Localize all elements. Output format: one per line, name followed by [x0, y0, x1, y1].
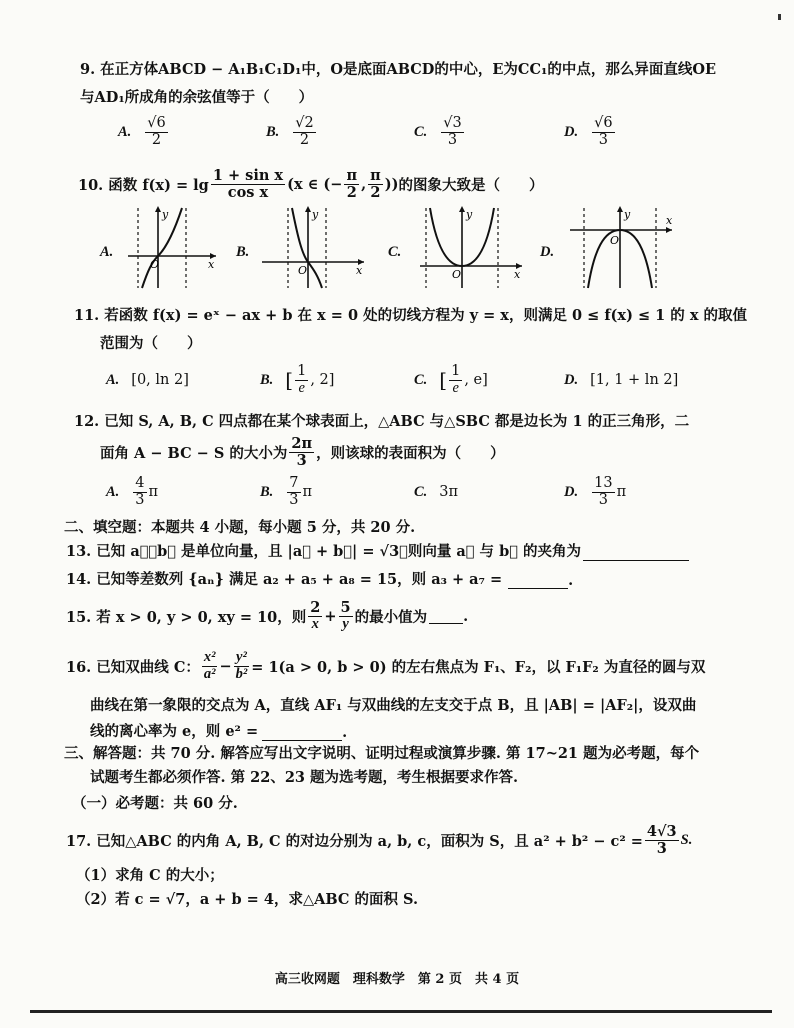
page-bottom-border — [30, 1010, 772, 1013]
q9-options — [118, 112, 734, 152]
q9-line2: 与AD₁所成角的余弦值等于（ ） — [80, 89, 314, 106]
option-text: 3π — [439, 484, 459, 500]
q12-line2-post: ，则该球的表面积为（ ） — [316, 444, 505, 462]
option-label: A. — [118, 123, 132, 140]
q10-pi-fraction — [344, 168, 359, 199]
q14 — [66, 568, 573, 589]
option-label: D. — [564, 123, 579, 140]
option-fraction — [441, 116, 463, 147]
q17-stem — [66, 818, 692, 862]
q16-line3 — [90, 720, 347, 741]
option-fraction — [145, 116, 167, 147]
fraction-num: 5 — [340, 599, 351, 617]
axis-x-label: x — [666, 214, 673, 227]
fraction-den: 3 — [447, 131, 458, 148]
origin-label: O — [452, 268, 462, 281]
q16-line3-text: 线的离心率为 e，则 e² = — [90, 723, 259, 740]
option-post: π — [148, 484, 159, 500]
option-fraction — [592, 116, 614, 147]
fraction-den: b² — [235, 665, 248, 682]
fraction-num: √2 — [295, 115, 314, 132]
option-label: D. — [564, 371, 579, 388]
option-fraction — [293, 116, 315, 147]
fraction-num: 1 — [451, 363, 461, 380]
option-post: π — [302, 484, 313, 500]
q9-option-d[interactable] — [564, 112, 617, 152]
fraction-den: 3 — [289, 491, 299, 508]
q9-option-b[interactable] — [266, 112, 318, 152]
option-label: C. — [414, 483, 428, 500]
fraction-den: 2 — [299, 131, 310, 148]
q16-line1 — [66, 644, 705, 688]
q17-fraction — [645, 824, 679, 855]
section3-subheading: （一）必考题：共 60 分. — [72, 795, 238, 812]
q11-option-c[interactable] — [414, 360, 488, 400]
origin-label: O — [610, 234, 620, 247]
fraction-den: 3 — [598, 491, 608, 508]
fraction-num: 4 — [135, 475, 145, 492]
q10-graph-c[interactable] — [416, 204, 526, 290]
section2-heading: 二、填空题：本题共 4 小题，每小题 5 分，共 20 分. — [64, 519, 416, 536]
q15-answer-blank[interactable] — [429, 608, 463, 624]
q16-post: = 1(a > 0, b > 0) 的左右焦点为 F₁、F₂，以 F₁F₂ 为直径的圆与双 — [251, 658, 706, 676]
fraction-num: √6 — [594, 115, 613, 132]
fraction-num: 2 — [310, 599, 321, 617]
q11-line1: 11. 若函数 f(x) = eˣ − ax + b 在 x = 0 处的切线方程为 y = x，则满足 0 ≤ f(x) ≤ 1 的 x 的取值 — [74, 307, 748, 324]
fraction-den: e — [452, 379, 459, 396]
option-fraction — [287, 476, 300, 507]
scan-mark — [778, 14, 781, 20]
fraction-num: 4√3 — [646, 823, 677, 841]
q10-graph-label-a: A. — [100, 244, 114, 260]
option-text-pre: [ — [439, 368, 448, 392]
q16-minus: − — [219, 657, 232, 675]
fraction-den: e — [298, 379, 305, 396]
q15-fraction-2 — [339, 600, 353, 631]
fraction-num: 13 — [594, 475, 613, 492]
option-fraction — [592, 476, 614, 507]
fraction-num: √3 — [443, 115, 462, 132]
q12-line2 — [100, 432, 505, 472]
q10-graph-a[interactable] — [124, 204, 220, 290]
fraction-den: x — [311, 615, 319, 632]
fraction-den: 3 — [598, 131, 608, 148]
q12-option-d[interactable] — [564, 472, 626, 512]
option-label: A. — [106, 483, 120, 500]
fraction-num: π — [346, 167, 358, 185]
q15-end: . — [463, 607, 469, 625]
option-post: π — [616, 484, 627, 500]
q11-line2: 范围为（ ） — [100, 335, 202, 352]
q10-comma: , — [361, 175, 367, 193]
fraction-num: π — [370, 167, 381, 185]
q16-answer-blank[interactable] — [262, 726, 342, 742]
fraction-num: x² — [203, 649, 216, 666]
option-text: [1, 1 + ln 2] — [590, 372, 679, 388]
q14-text: 14. 已知等差数列 {aₙ} 满足 a₂ + a₅ + a₈ = 15，则 a₃ + a₇ = — [66, 571, 503, 588]
q12-angle-fraction — [289, 436, 314, 467]
option-text-post: , e] — [464, 372, 488, 388]
q11-option-a[interactable] — [106, 360, 189, 400]
fraction-den: 2 — [151, 131, 162, 148]
axis-x-label: x — [356, 264, 363, 277]
axis-y-label: y — [466, 208, 473, 221]
q12-options — [106, 472, 734, 512]
q10-graph-b[interactable] — [258, 204, 368, 290]
fraction-den: 3 — [135, 491, 145, 508]
q9-option-a[interactable] — [118, 112, 170, 152]
axis-y-label: y — [312, 208, 319, 221]
q17-part2: （2）若 c = √7，a + b = 4，求△ABC 的面积 S. — [76, 891, 419, 908]
option-label: A. — [106, 371, 120, 388]
q12-line1: 12. 已知 S, A, B, C 四点都在某个球表面上，△ABC 与△SBC 都是边长为 1 的正三角形，二 — [74, 413, 690, 430]
fraction-den: 2 — [370, 183, 381, 201]
q15-fraction-1 — [308, 600, 322, 631]
q10-graph-label-b: B. — [236, 244, 250, 260]
axis-x-label: x — [208, 258, 215, 271]
q12-option-c[interactable] — [414, 472, 458, 512]
q11-option-b[interactable] — [260, 360, 334, 400]
origin-label: O — [150, 258, 160, 271]
axis-y-label: y — [162, 208, 169, 221]
q12-line2-pre: 面角 A − BC − S 的大小为 — [100, 444, 288, 462]
fraction-den: cos x — [227, 183, 269, 201]
option-label: B. — [260, 371, 274, 388]
option-fraction — [449, 364, 462, 395]
section3-line1: 三、解答题：共 70 分. 解答应写出文字说明、证明过程或演算步骤. 第 17~21 题为必考题，每个 — [64, 745, 700, 762]
option-fraction — [133, 476, 146, 507]
q13 — [66, 540, 689, 561]
option-label: C. — [414, 123, 428, 140]
option-text-pre: [ — [285, 368, 294, 392]
q14-end: . — [568, 572, 574, 589]
fraction-den: y — [342, 615, 349, 632]
page-footer: 高三收网题 理科数学 第 2 页 共 4 页 — [274, 972, 520, 987]
axis-x-label: x — [514, 268, 521, 281]
q11-option-d[interactable] — [564, 360, 678, 400]
fraction-num: 7 — [289, 475, 299, 492]
q16-end: . — [342, 724, 348, 741]
q10-prefix: 10. 函数 f(x) = lg — [78, 176, 209, 194]
q17-pre: 17. 已知△ABC 的内角 A, B, C 的对边分别为 a, b, c，面积为 S，且 a² + b² − c² = — [66, 832, 643, 850]
q10-graph-label-c: C. — [388, 244, 402, 260]
q10-fraction — [211, 168, 285, 199]
q10-suffix: 的图象大致是（ ） — [398, 176, 544, 194]
q9-line1: 9. 在正方体ABCD − A₁B₁C₁D₁中，O是底面ABCD的中心，E为CC₁的中点，那么异面直线OE — [80, 61, 717, 78]
origin-label: O — [298, 264, 308, 277]
q13-text: 13. 已知 a⃗，b⃗ 是单位向量，且 |a⃗ + b⃗| = √3，则向量 a⃗ 与 b⃗ 的夹角为 — [66, 543, 581, 560]
q16-fraction-1 — [202, 650, 218, 681]
q10-domain-open: (x ∈ (− — [287, 175, 343, 193]
fraction-num: 1 — [297, 363, 307, 380]
option-label: C. — [414, 371, 428, 388]
q12-option-a[interactable] — [106, 472, 158, 512]
q17-part1: （1）求角 C 的大小； — [76, 867, 224, 884]
fraction-num: 2π — [291, 435, 313, 453]
fraction-den: 3 — [296, 451, 307, 469]
q11-options — [106, 360, 734, 400]
fraction-den: a² — [203, 665, 216, 682]
fraction-num: 1 + sin x — [212, 167, 284, 185]
option-text-post: , 2] — [310, 372, 335, 388]
option-label: B. — [260, 483, 274, 500]
q10-graph-label-d: D. — [540, 244, 555, 260]
option-fraction — [295, 364, 308, 395]
q13-answer-blank[interactable] — [583, 546, 689, 562]
q10-pi2-fraction — [368, 168, 383, 199]
q16-pre: 16. 已知双曲线 C： — [66, 658, 200, 676]
option-text: [0, ln 2] — [131, 372, 189, 388]
q10-domain-close: )) — [384, 175, 399, 193]
q17-post: S. — [680, 831, 693, 848]
q16-fraction-2 — [234, 650, 250, 681]
option-label: D. — [564, 483, 579, 500]
q10-stem — [78, 162, 543, 206]
fraction-den: 3 — [656, 839, 667, 857]
q15-plus: + — [324, 607, 337, 625]
option-label: B. — [266, 123, 280, 140]
q12-option-b[interactable] — [260, 472, 312, 512]
axis-y-label: y — [624, 208, 631, 221]
q9-option-c[interactable] — [414, 112, 466, 152]
fraction-num: y² — [234, 650, 250, 666]
q10-graph-d[interactable] — [566, 204, 676, 290]
q15-pre: 15. 若 x > 0, y > 0, xy = 10，则 — [66, 608, 307, 626]
section3-line2: 试题考生都必须作答. 第 22、23 题为选考题，考生根据要求作答. — [90, 769, 519, 786]
fraction-den: 2 — [346, 183, 357, 201]
q15-post: 的最小值为 — [354, 608, 428, 626]
q16-line2: 曲线在第一象限的交点为 A，直线 AF₁ 与双曲线的左支交于点 B，且 |AB| = |AF₂|，设双曲 — [90, 697, 697, 714]
q15 — [66, 594, 468, 638]
fraction-num: √6 — [147, 115, 166, 132]
q14-answer-blank[interactable] — [508, 574, 568, 590]
